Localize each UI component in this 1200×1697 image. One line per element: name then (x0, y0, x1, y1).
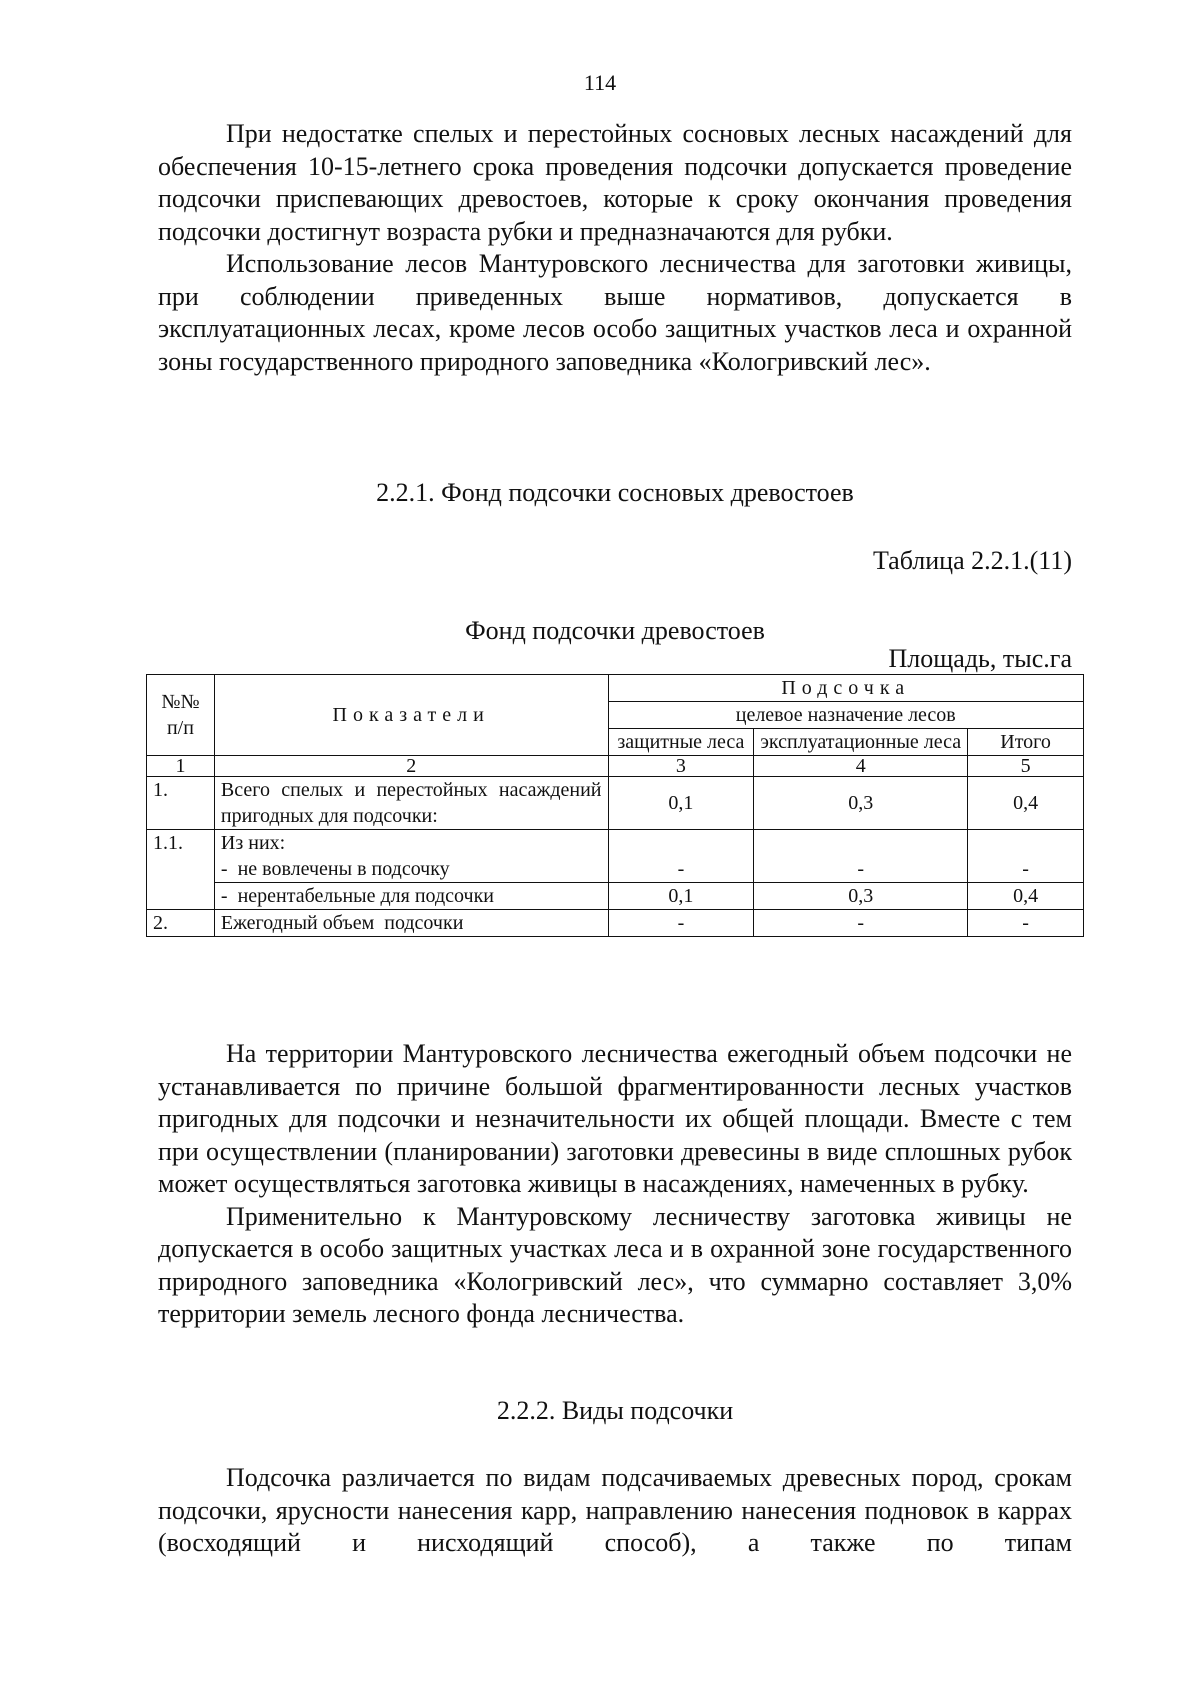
intro-text (158, 118, 1072, 378)
header-operational: эксплуатационные леса (754, 729, 968, 756)
paragraph: Подсочка различается по видам подсачиваемых древесных пород, срокам подсочки, ярусности нанесения карр, направлению нанесения подновок в каррах (восходящий и нисходящий способ), а также по типам (158, 1463, 1072, 1557)
paragraph: При недостатке спелых и перестойных сосновых лесных насаждений для обеспечения 10-15-летнего срока проведения подсочки допускается проведение подсочки приспевающих древостоев, которые к сроку окончания проведения подсочки достигнут возраста рубки и предназначаются для рубки. (158, 119, 1072, 246)
column-number: 5 (968, 756, 1084, 777)
row-indicator: - не вовлечены в подсочку (214, 856, 608, 883)
row-operational: 0,3 (754, 883, 968, 910)
row-protective (608, 830, 754, 857)
row-indicator: - нерентабельные для подсочки (214, 883, 608, 910)
after-table-text (158, 1038, 1072, 1331)
header-total: Итого (968, 729, 1084, 756)
table-label: Таблица 2.2.1.(11) (872, 546, 1072, 575)
row-protective: 0,1 (608, 777, 754, 830)
row-protective: 0,1 (608, 883, 754, 910)
row-num: 2. (147, 910, 215, 937)
header-num: №№ п/п (147, 675, 215, 756)
row-total: 0,4 (968, 777, 1084, 830)
data-table (146, 674, 1084, 937)
row-operational: 0,3 (754, 777, 968, 830)
row-num: 1. (147, 777, 215, 830)
page-number: 114 (583, 70, 617, 95)
row-protective: - (608, 856, 754, 883)
row-total (968, 830, 1084, 857)
table-row (147, 910, 1084, 937)
row-indicator: Ежегодный объем подсочки (214, 910, 608, 937)
paragraph: Применительно к Мантуровскому лесничеству заготовка живицы не допускается в особо защитных участках леса и в охранной зоне государственного природного заповедника «Кологривский лес», что суммарно составляет 3,0% территории земель лесного фонда лесничества. (158, 1201, 1072, 1328)
paragraph: Использование лесов Мантуровского лесничества для заготовки живицы, при соблюдении приведенных выше нормативов, допускается в эксплуатационных лесах, кроме лесов особо защитных участков леса и охранной зоны государственного природного заповедника «Кологривский лес». (158, 249, 1072, 376)
row-total: - (968, 856, 1084, 883)
paragraph: На территории Мантуровского лесничества ежегодный объем подсочки не устанавливается по причине большой фрагментированности лесных участков пригодных для подсочки и незначительности их общей площади. Вместе с тем при осуществлении (планировании) заготовки древесины в виде сплошных рубок может осуществляться заготовка живицы в насаждениях, намеченных в рубку. (158, 1039, 1072, 1198)
table-row (147, 830, 1084, 857)
column-number: 4 (754, 756, 968, 777)
row-total: - (968, 910, 1084, 937)
table-row (147, 856, 1084, 883)
row-indicator: Из них: (214, 830, 608, 857)
section-title: 2.2.1. Фонд подсочки сосновых древостоев (376, 478, 854, 507)
header-purpose: целевое назначение лесов (608, 702, 1084, 729)
table-row (147, 883, 1084, 910)
row-operational: - (754, 856, 968, 883)
row-protective: - (608, 910, 754, 937)
row-operational (754, 830, 968, 857)
row-num: 1.1. (147, 830, 215, 910)
row-total: 0,4 (968, 883, 1084, 910)
header-protective: защитные леса (608, 729, 754, 756)
table-header-row (147, 675, 1084, 702)
table-title: Фонд подсочки древостоев (465, 616, 765, 645)
column-number-row (147, 756, 1084, 777)
section-title: 2.2.2. Виды подсочки (496, 1396, 734, 1425)
column-number: 2 (214, 756, 608, 777)
header-tapping: Подсочка (608, 675, 1084, 702)
header-indicators: Показатели (214, 675, 608, 756)
table-unit: Площадь, тыс.га (888, 644, 1072, 673)
column-number: 1 (147, 756, 215, 777)
row-operational: - (754, 910, 968, 937)
row-indicator: Всего спелых и перестойных насаждений пригодных для подсочки: (214, 777, 608, 830)
table-row (147, 777, 1084, 830)
column-number: 3 (608, 756, 754, 777)
closing-text (158, 1462, 1072, 1560)
